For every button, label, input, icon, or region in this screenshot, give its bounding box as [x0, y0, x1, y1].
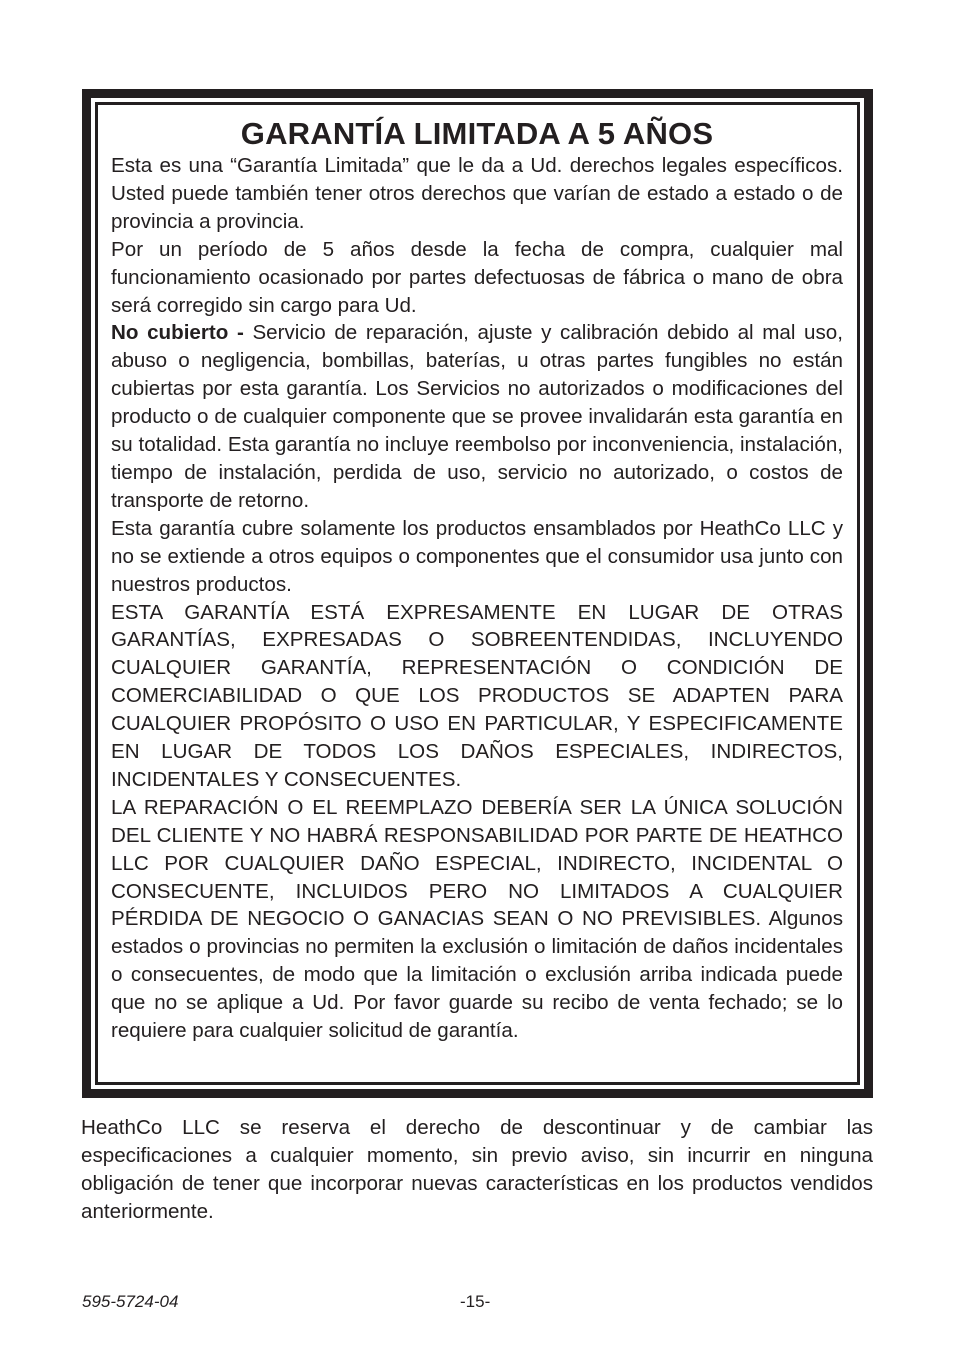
- part-number: 595-5724-04: [82, 1292, 179, 1311]
- warranty-paragraph-scope: [111, 515, 843, 599]
- warranty-content: [111, 116, 843, 1045]
- warranty-paragraph-remedy: [111, 794, 843, 1045]
- warranty-paragraph-intro: [111, 152, 843, 236]
- warranty-paragraph-text: Esta garantía cubre solamente los productos ensamblados por HeathCo LLC y no se extiende a otros equipos o componentes que el consumidor usa junto con nuestros productos.: [111, 516, 843, 596]
- warranty-paragraph-text: Por un período de 5 años desde la fecha de compra, cualquier mal funcionamiento ocasionado por partes defectuosas de fábrica o mano de obra será corregido sin cargo para Ud.: [111, 237, 843, 317]
- warranty-paragraph-text: LA REPARACIÓN O EL REEMPLAZO DEBERÍA SER LA ÚNICA SOLUCIÓN DEL CLIENTE Y NO HABRÁ RESPONSABILIDAD POR PARTE DE HEATHCO LLC POR CUALQUIER DAÑO ESPECIAL, INDIRECTO, INCIDENTAL O CONSECUENTE, INCLUIDOS PERO NO LIMITADOS A CUALQUIER PÉRDIDA DE NEGOCIO O GANACIAS SEAN O NO PREVISIBLES. Algunos estados o provincias no permiten la exclusión o limitación de daños incidentales o consecuentes, de modo que la limitación o exclusión arriba indicada puede que no se aplique a Ud. Por favor guarde su recibo de venta fechado; se lo requiere para cualquier solicitud de garantía.: [111, 795, 843, 1043]
- page-number: -15-: [460, 1292, 491, 1311]
- warranty-paragraph-not-covered: [111, 319, 843, 514]
- warranty-paragraph-text: ESTA GARANTÍA ESTÁ EXPRESAMENTE EN LUGAR DE OTRAS GARANTÍAS, EXPRESADAS O SOBREENTENDIDAS, INCLUYENDO CUALQUIER GARANTÍA, REPRESENTACIÓN O CONDICIÓN DE COMERCIABILIDAD O QUE LOS PRODUCTOS SE ADAPTEN PARA CUALQUIER PROPÓSITO O USO EN PARTICULAR, Y ESPECIFICAMENTE EN LUGAR DE TODOS LOS DAÑOS ESPECIALES, INDIRECTOS, INCIDENTALES Y CONSECUENTES.: [111, 600, 843, 791]
- warranty-paragraph-text: Esta es una “Garantía Limitada” que le da a Ud. derechos legales específicos. Usted puede también tener otros derechos que varían de estado a estado o de provincia a provincia.: [111, 154, 843, 233]
- footer-note: HeathCo LLC se reserva el derecho de descontinuar y de cambiar las especificaciones a cualquier momento, sin previo aviso, sin incurrir en ninguna obligación de tener que incorporar nuevas características en los productos vendidos anteriormente.: [81, 1116, 873, 1223]
- warranty-paragraph-period: [111, 236, 843, 320]
- warranty-paragraph-disclaimer: [111, 599, 843, 794]
- not-covered-label: No cubierto -: [111, 321, 244, 345]
- warranty-title: GARANTÍA LIMITADA A 5 AÑOS: [240, 116, 714, 151]
- warranty-paragraph-text: Servicio de reparación, ajuste y calibración debido al mal uso, abuso o negligencia, bombillas, baterías, u otras partes fungibles no están cubiertas por esta garantía. Los Servicios no autorizados o modificaciones del producto o de cualquier componente que se provee invalidarán esta garantía en su totalidad. Esta garantía no incluye reembolso por inconveniencia, instalación, tiempo de instalación, perdida de uso, servicio no autorizado, o costos de transporte de retorno.: [111, 321, 843, 512]
